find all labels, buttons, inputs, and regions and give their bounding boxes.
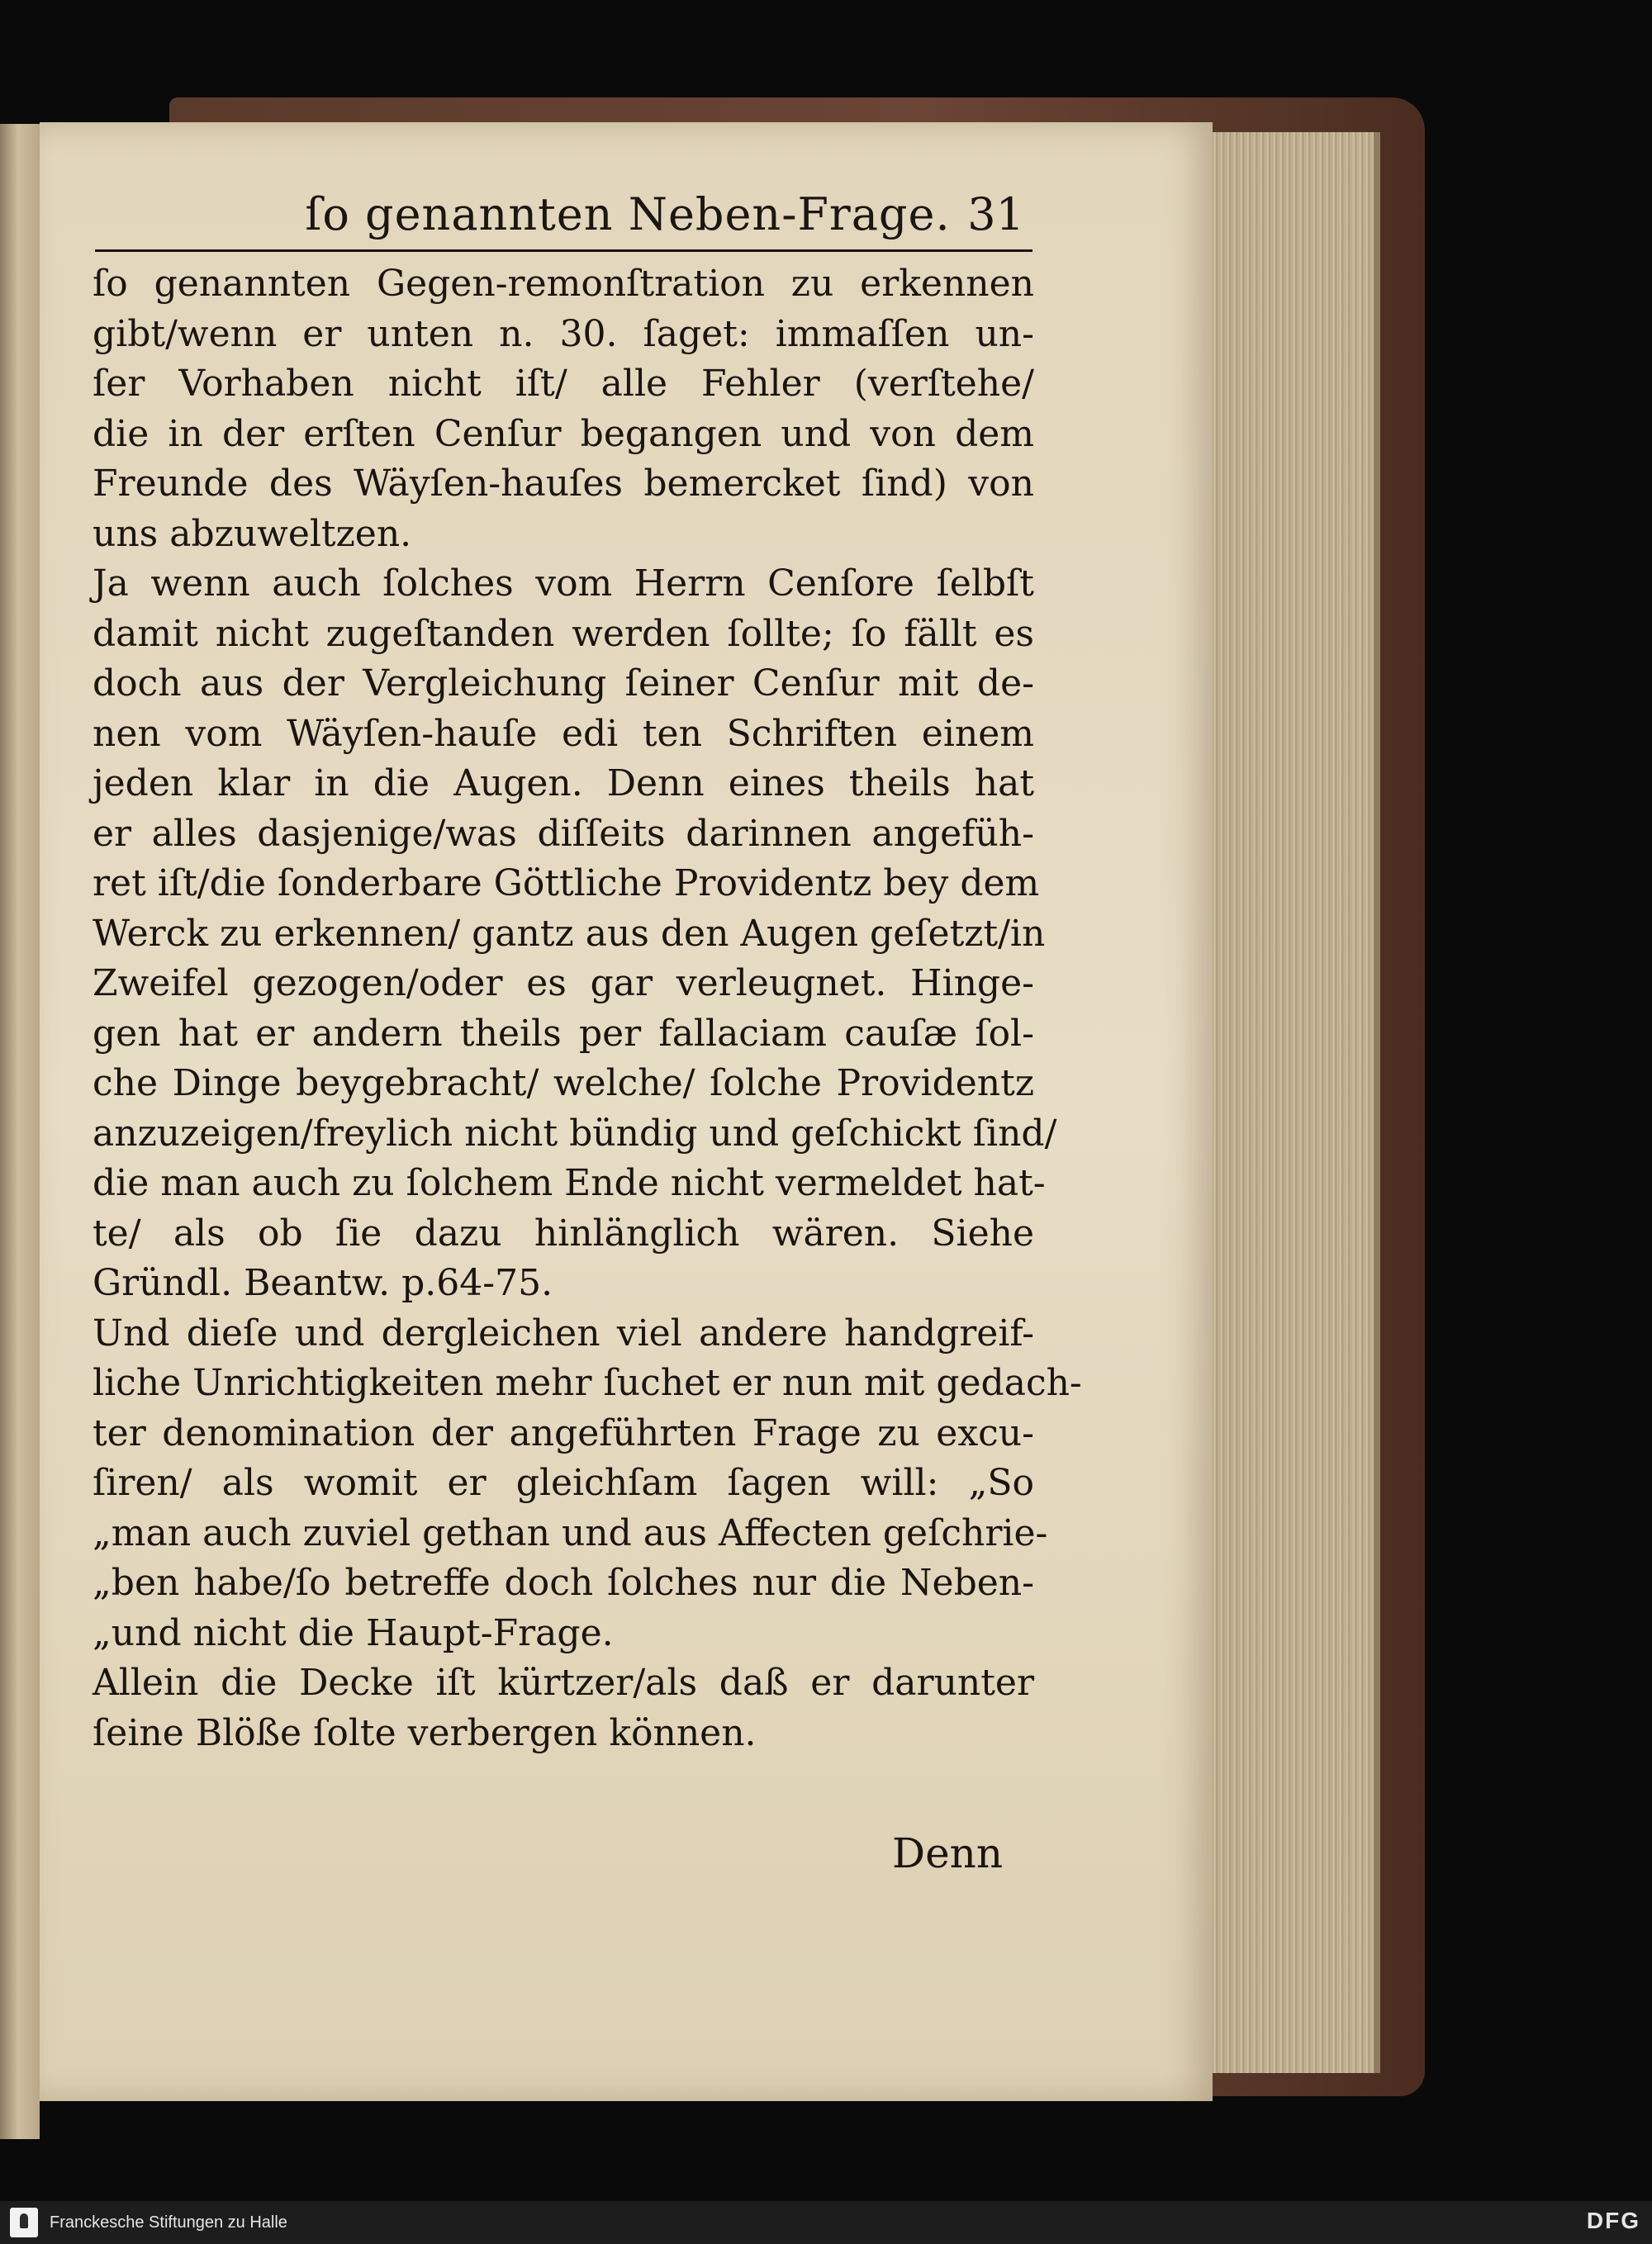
text-line: nen vom Wäyſen-hauſe edi ten Schriften einem [93, 712, 1034, 755]
text-line: gibt/wenn er unten n. 30. ſaget: immaſſen un- [93, 312, 1034, 355]
dfg-logo: DFG [1586, 2208, 1640, 2233]
text-line: che Dinge beygebracht/ welche/ ſolche Providentz [93, 1062, 1034, 1104]
viewer-footer [0, 2201, 1652, 2244]
text-line: ſiren/ als womit er gleichſam ſagen will: „So [93, 1462, 1034, 1504]
text-line: Werck zu erkennen/ gantz aus den Augen geſetzt/in [93, 912, 1046, 955]
institution-logo-icon [10, 2208, 38, 2237]
text-line: Allein die Decke iſt kürtzer/als daß er darunter [93, 1662, 1034, 1704]
text-line: ſer Vorhaben nicht iſt/ alle Fehler (verſtehe/ [93, 363, 1034, 405]
text-line: die in der erſten Cenſur begangen und von dem [93, 412, 1034, 455]
text-line: Ja wenn auch ſolches vom Herrn Cenſore ſelbſt [93, 562, 1034, 605]
text-line: te/ als ob ſie dazu hinlänglich wären. Siehe [93, 1212, 1034, 1255]
text-line: anzuzeigen/freylich nicht bündig und geſchickt ſind/ [93, 1112, 1057, 1155]
text-line: Gründl. Beantw. p.64-75. [93, 1262, 553, 1304]
text-line: „ben habe/ſo betreffe doch ſolches nur die Neben- [93, 1562, 1034, 1604]
text-line: ſeine Blöße ſolte verbergen können. [93, 1711, 757, 1754]
page-edges [1213, 132, 1380, 2073]
text-line: damit nicht zugeſtanden werden ſollte; ſo fällt es [93, 612, 1034, 655]
body-text [93, 259, 1082, 1758]
text-line: liche Unrichtigkeiten mehr ſuchet er nun mit gedach- [93, 1362, 1082, 1404]
text-line: ret iſt/die ſonderbare Göttliche Providentz bey dem [93, 862, 1040, 904]
text-line: „und nicht die Haupt-Frage. [93, 1611, 614, 1654]
text-line: die man auch zu ſolchem Ende nicht vermeldet hat- [93, 1162, 1046, 1204]
text-line: er alles dasjenige/was diſſeits darinnen angefüh- [93, 812, 1034, 855]
previous-page-edge [0, 124, 40, 2139]
catchword: Denn [892, 1829, 1004, 1877]
text-line: ſo genannten Gegen-remonſtration zu erkennen [93, 263, 1034, 305]
text-line: „man auch zuviel gethan und aus Affecten geſchrie- [93, 1511, 1048, 1554]
page-header [95, 183, 1032, 252]
text-line: Freunde des Wäyſen-hauſes bemercket ſind) von [93, 463, 1034, 505]
text-line: ter denomination der angeführten Frage zu excu- [93, 1411, 1034, 1454]
text-line: Und dieſe und dergleichen viel andere handgreif- [93, 1312, 1034, 1354]
page-number: 31 [967, 188, 1024, 240]
text-line: doch aus der Vergleichung ſeiner Cenſur mit de- [93, 662, 1034, 705]
running-head: ſo genannten Neben-Frage. [305, 188, 951, 240]
text-line: jeden klar in die Augen. Denn eines theils hat [93, 762, 1034, 804]
institution-name: Franckesche Stiftungen zu Halle [50, 2213, 287, 2232]
text-line: gen hat er andern theils per fallaciam cauſæ ſol- [93, 1012, 1034, 1055]
text-line: Zweifel gezogen/oder es gar verleugnet. Hinge- [93, 962, 1034, 1004]
text-line: uns abzuweltzen. [93, 512, 412, 555]
